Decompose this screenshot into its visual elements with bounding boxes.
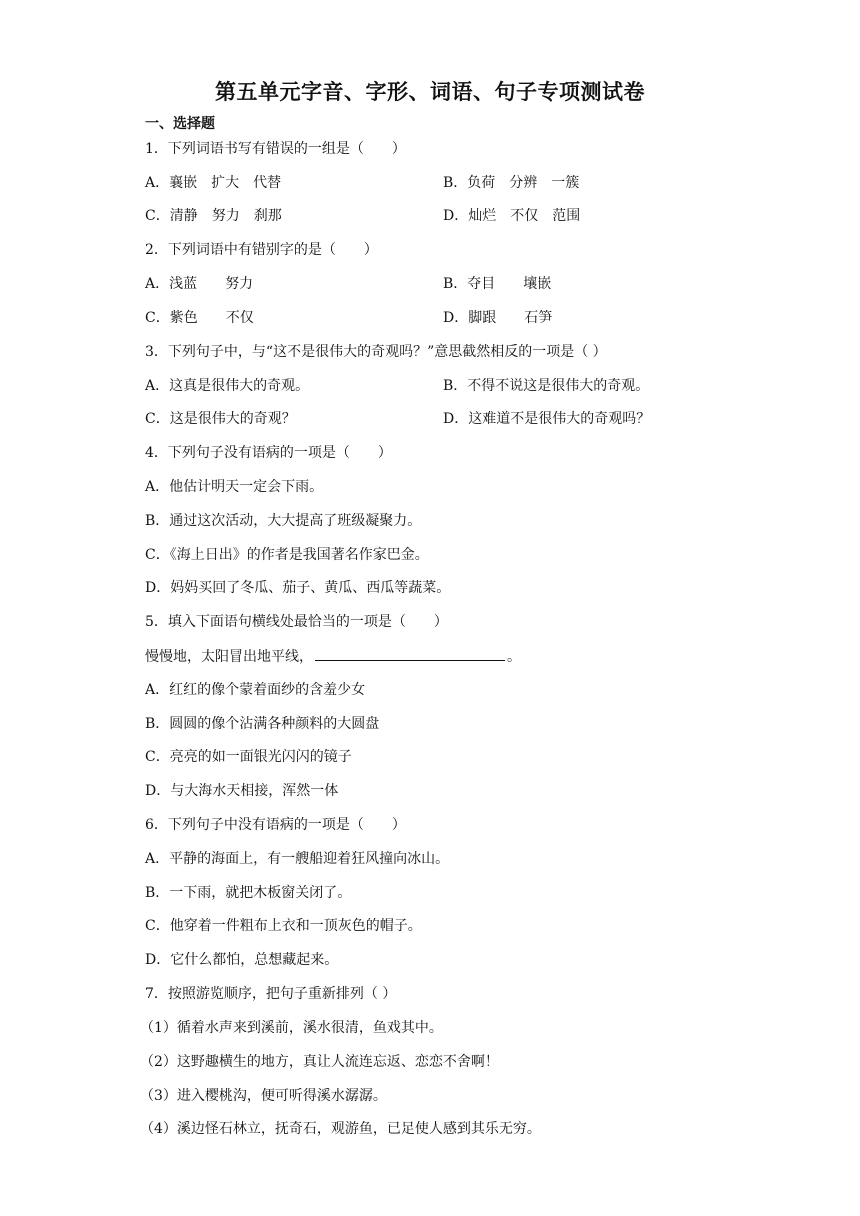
question-1-option-b: B．负荷 分辨 一簇 <box>443 175 580 191</box>
question-5-option-b: B．圆圆的像个沾满各种颜料的大圆盘 <box>145 716 380 732</box>
question-6-stem: 6．下列句子中没有语病的一项是（ ） <box>145 817 406 833</box>
question-7-sentence-3: （3）进入樱桃沟，便可听得溪水潺潺。 <box>140 1088 387 1104</box>
question-2-option-a: A．浅蓝 努力 <box>145 276 254 292</box>
question-3-option-b: B．不得不说这是很伟大的奇观。 <box>443 378 650 394</box>
question-6-option-d: D．它什么都怕，总想藏起来。 <box>145 952 339 968</box>
question-6-option-a: A．平静的海面上，有一艘船迎着狂风撞向冰山。 <box>145 851 450 867</box>
question-1-option-a: A．襄嵌 扩大 代替 <box>145 175 282 191</box>
question-5-option-a: A．红红的像个蒙着面纱的含羞少女 <box>145 682 366 698</box>
question-5-sentence-text: 慢慢地，太阳冒出地平线， <box>145 649 313 665</box>
question-1-stem: 1．下列词语书写有错误的一组是（ ） <box>145 141 406 157</box>
question-3-option-a: A．这真是很伟大的奇观。 <box>145 378 310 394</box>
question-4-option-b: B．通过这次活动，大大提高了班级凝聚力。 <box>145 513 422 529</box>
question-3-stem: 3．下列句子中，与“这不是很伟大的奇观吗？”意思截然相反的一项是（ ） <box>145 344 607 360</box>
question-3-option-c: C．这是很伟大的奇观？ <box>145 411 296 427</box>
question-3-option-d: D．这难道不是很伟大的奇观吗？ <box>443 411 651 427</box>
question-1-option-d: D．灿烂 不仅 范围 <box>443 208 581 224</box>
question-2-option-c: C．紫色 不仅 <box>145 310 254 326</box>
question-6-option-b: B．一下雨，就把木板窗关闭了。 <box>145 885 352 901</box>
question-7-stem: 7．按照游览顺序，把句子重新排列（ ） <box>145 986 397 1002</box>
question-7-sentence-2: （2）这野趣横生的地方，真让人流连忘返、恋恋不舍啊！ <box>140 1054 499 1070</box>
question-6-option-c: C．他穿着一件粗布上衣和一顶灰色的帽子。 <box>145 918 422 934</box>
question-2-option-b: B．夺目 壤嵌 <box>443 276 552 292</box>
question-4-option-d: D．妈妈买回了冬瓜、茄子、黄瓜、西瓜等蔬菜。 <box>145 580 451 596</box>
question-5-sentence-end: 。 <box>507 649 521 665</box>
question-4-stem: 4．下列句子没有语病的一项是（ ） <box>145 445 392 461</box>
question-2-option-d: D．脚跟 石笋 <box>443 310 553 326</box>
question-4-option-c: C．《海上日出》的作者是我国著名作家巴金。 <box>145 547 429 563</box>
question-2-stem: 2．下列词语中有错别字的是（ ） <box>145 242 378 258</box>
fill-in-blank[interactable] <box>315 646 505 661</box>
question-7-sentence-1: （1）循着水声来到溪前，溪水很清，鱼戏其中。 <box>140 1020 443 1036</box>
question-5-sentence <box>145 646 521 667</box>
section-heading: 一、选择题 <box>145 116 215 132</box>
question-5-stem: 5．填入下面语句横线处最恰当的一项是（ ） <box>145 614 448 630</box>
question-5-option-d: D．与大海水天相接，浑然一体 <box>145 783 339 799</box>
page-title: 第五单元字音、字形、词语、句子专项测试卷 <box>215 80 645 104</box>
question-4-option-a: A．他估计明天一定会下雨。 <box>145 479 324 495</box>
question-1-option-c: C．清静 努力 刹那 <box>145 208 282 224</box>
question-7-sentence-4: （4）溪边怪石林立，抚奇石，观游鱼，已足使人感到其乐无穷。 <box>140 1121 541 1137</box>
question-5-option-c: C．亮亮的如一面银光闪闪的镜子 <box>145 749 352 765</box>
